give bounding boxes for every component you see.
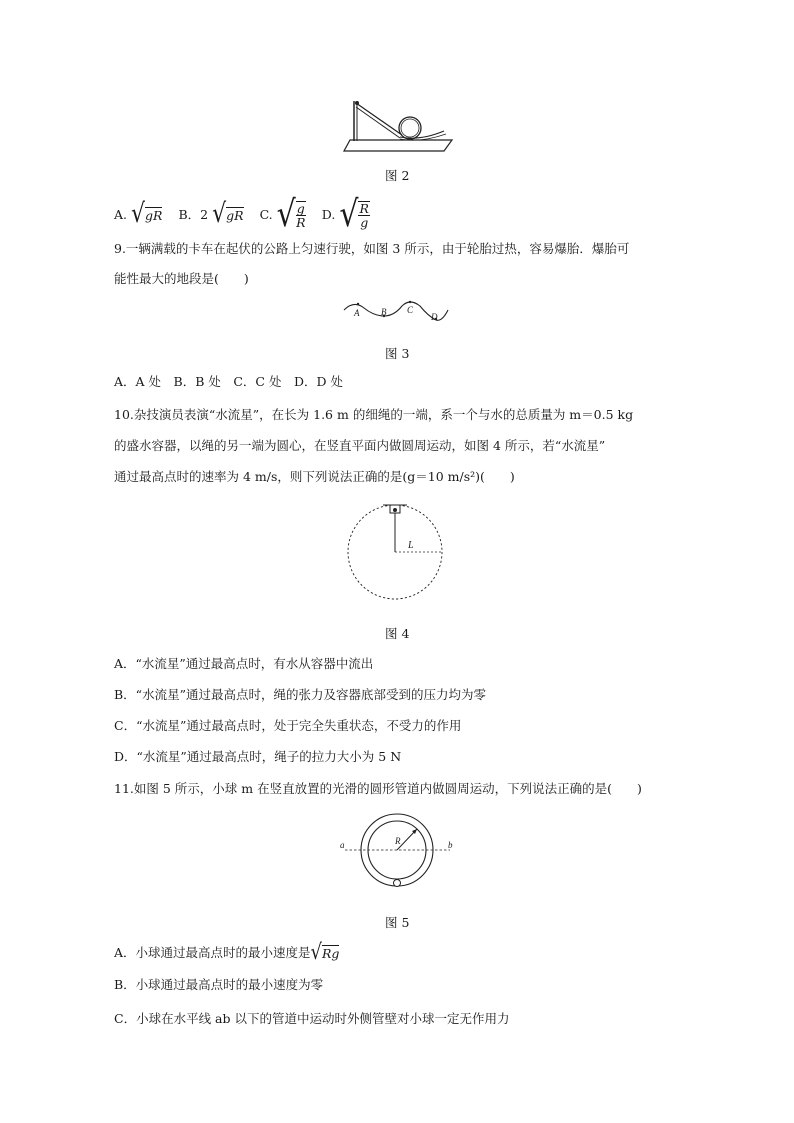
figure-3-label-c: C (407, 305, 414, 315)
q10-option-b: B．“水流星”通过最高点时，绳的张力及容器底部受到的压力均为零 (114, 687, 486, 702)
figure-3-label-a: A (354, 308, 360, 318)
q8-option-a-label: A. (114, 207, 128, 222)
figure-5-label-b: b (448, 840, 453, 850)
q11-option-b: B．小球通过最高点时的最小速度为零 (114, 977, 324, 992)
figure-5-circular-tube (335, 810, 460, 895)
figure-3-wavy-road (340, 298, 450, 326)
q8-option-d-denominator: g (360, 215, 369, 230)
q10-option-d: D．“水流星”通过最高点时，绳子的拉力大小为 5 N (114, 749, 402, 764)
q8-option-d-numerator: R (359, 201, 369, 216)
figure-5-label-a: a (340, 840, 345, 850)
q9-stem-line-1: 9.一辆满载的卡车在起伏的公路上匀速行驶，如图 3 所示，由于轮胎过热，容易爆胎．爆胎可 (114, 241, 630, 256)
figure-2-caption: 图 2 (385, 168, 410, 183)
figure-5-label-r: R (395, 836, 401, 846)
q11-stem-line-1: 11.如图 5 所示，小球 m 在竖直放置的光滑的圆形管道内做圆周运动，下列说法正确的是( ) (114, 781, 642, 796)
q10-stem-line-3: 通过最高点时的速率为 4 m/s，则下列说法正确的是(g＝10 m/s²)( ) (114, 469, 515, 484)
figure-5-caption: 图 5 (385, 915, 410, 930)
q8-option-c-denominator: R (296, 215, 306, 230)
q10-stem-line-1: 10.杂技演员表演“水流星”，在长为 1.6 m 的细绳的一端，系一个与水的总质量为 m＝0.5 kg (114, 407, 634, 422)
q11-option-a-radicand: Rg (322, 945, 340, 961)
q8-option-a-radicand: gR (145, 207, 163, 223)
q8-options (114, 193, 370, 236)
figure-4-water-meteor-circle (345, 500, 445, 605)
q8-option-c-radical: √ $\frac{g}{R}$ (276, 193, 306, 236)
q10-stem-line-2: 的盛水容器，以绳的另一端为圆心，在竖直平面内做圆周运动，如图 4 所示，若“水流星” (114, 438, 606, 453)
q8-option-d-label: D. (321, 207, 336, 222)
figure-3-label-b: B (381, 307, 387, 317)
figure-4-caption: 图 4 (385, 626, 410, 641)
figure-4-label-l: L (408, 540, 414, 551)
q10-option-a: A．“水流星”通过最高点时，有水从容器中流出 (114, 656, 374, 671)
figure-3-caption: 图 3 (385, 346, 410, 361)
figure-2-loop-track (340, 95, 455, 155)
q10-option-c: C．“水流星”通过最高点时，处于完全失重状态，不受力的作用 (114, 718, 462, 733)
q11-option-a-radical: √ Rg (310, 939, 340, 965)
q8-option-d-radical: √ $\frac{R}{g}$ (339, 193, 369, 236)
q8-option-c-numerator: g (296, 201, 305, 216)
figure-3-label-d: D (431, 312, 438, 322)
q11-option-a-text: A．小球通过最高点时的最小速度是 (114, 945, 311, 960)
q9-stem-line-2: 能性最大的地段是( ) (114, 271, 249, 286)
q8-option-c-label: C. (259, 207, 273, 222)
q8-option-b-label: B．2 (178, 207, 209, 222)
q8-option-b-radical: √ gR (212, 199, 244, 230)
q8-option-b-radicand: gR (226, 207, 244, 223)
q11-option-a (114, 939, 340, 965)
q11-option-c: C．小球在水平线 ab 以下的管道中运动时外侧管壁对小球一定无作用力 (114, 1011, 510, 1026)
q9-options: A．A 处 B．B 处 C．C 处 D．D 处 (114, 374, 343, 389)
q8-option-a-radical: √ gR (131, 199, 163, 230)
